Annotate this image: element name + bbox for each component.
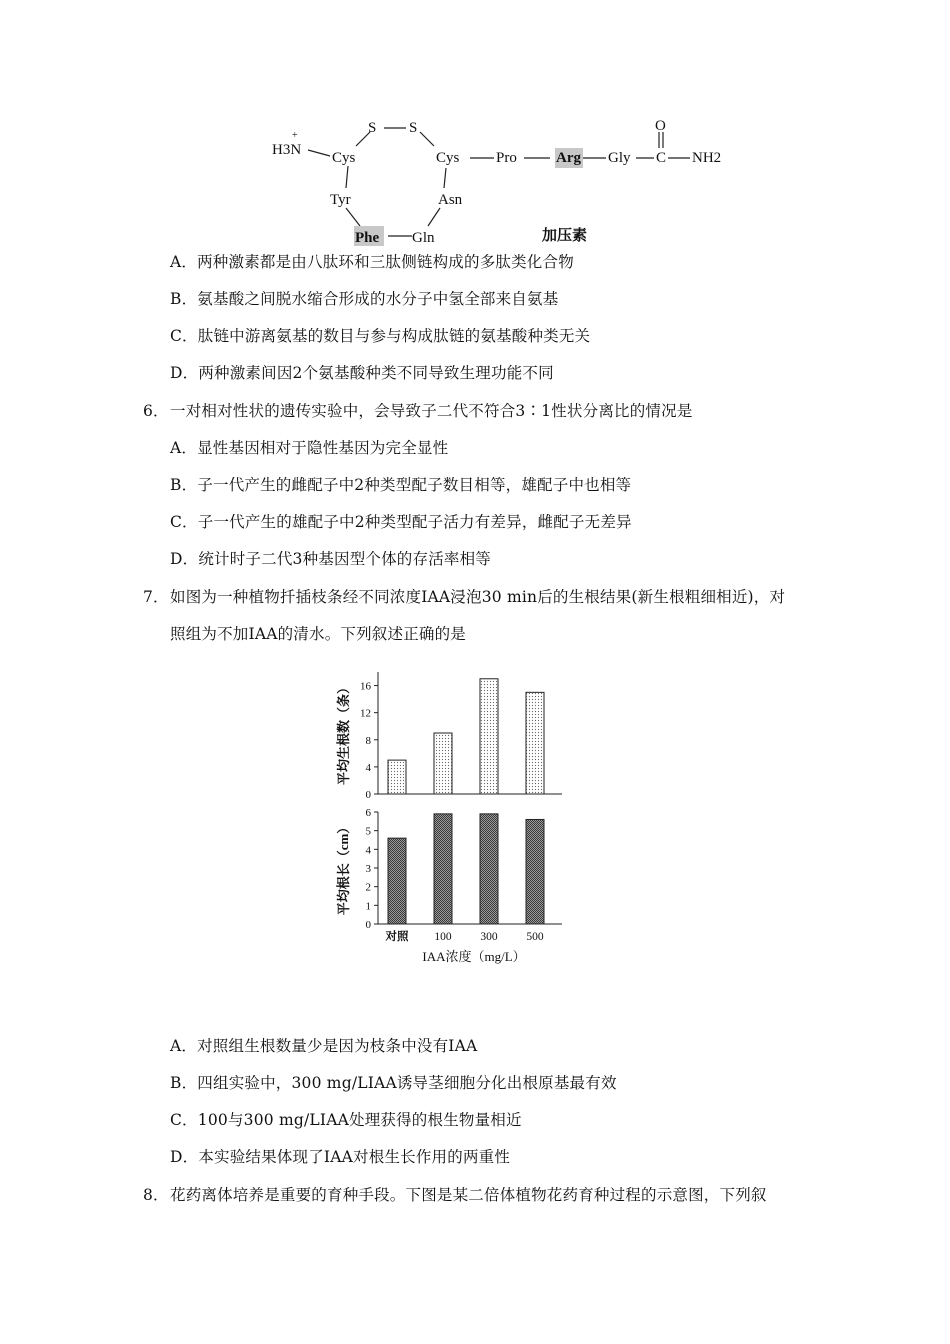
x-tick-label: 300 bbox=[480, 931, 498, 943]
y-tick-label: 3 bbox=[365, 863, 371, 875]
residue-cys-2: Cys bbox=[436, 150, 460, 166]
q7-number: 7． bbox=[143, 588, 169, 606]
residue-pro: Pro bbox=[496, 150, 517, 166]
vasopressin-structure bbox=[260, 112, 740, 248]
molecule-caption: 加压素 bbox=[542, 228, 588, 244]
bar-500 bbox=[526, 819, 544, 924]
q7-option-a: A．对照组生根数量少是因为枝条中没有IAA bbox=[170, 1037, 478, 1055]
q7-stem-line2: 照组为不加IAA的清水。下列叙述正确的是 bbox=[170, 625, 467, 643]
y-tick-label: 8 bbox=[365, 734, 371, 747]
q7-option-d: D．本实验结果体现了IAA对根生长作用的两重性 bbox=[170, 1148, 511, 1166]
y-tick-label: 16 bbox=[360, 680, 371, 693]
residue-asn: Asn bbox=[438, 192, 463, 208]
carbonyl-o: O bbox=[655, 118, 666, 134]
x-axis-label: IAA浓度（mg/L） bbox=[422, 949, 526, 964]
q7-option-b: B．四组实验中，300 mg/LIAA诱导茎细胞分化出根原基最有效 bbox=[170, 1074, 617, 1092]
q7-stem-line1: 如图为一种植物扦插枝条经不同浓度IAA浸泡30 min后的生根结果(新生根粗细相近)，对 bbox=[170, 588, 786, 606]
y-tick-label: 0 bbox=[365, 789, 371, 801]
residue-tyr: Tyr bbox=[330, 192, 351, 208]
bar-对照 bbox=[388, 760, 406, 794]
residue-arg: Arg bbox=[556, 150, 581, 166]
q6-number: 6． bbox=[143, 402, 169, 420]
q5-option-b: B．氨基酸之间脱水缩合形成的水分子中氢全部来自氨基 bbox=[170, 290, 559, 308]
carbonyl-c: C bbox=[656, 150, 667, 166]
q6-option-a: A．显性基因相对于隐性基因为完全显性 bbox=[170, 439, 449, 457]
x-tick-label: 500 bbox=[526, 931, 544, 943]
x-tick-label: 对照 bbox=[385, 931, 409, 943]
n-terminus: H3N bbox=[272, 142, 302, 158]
n-terminus-plus: + bbox=[292, 130, 298, 141]
q8-stem: 花药离体培养是重要的育种手段。下图是某二倍体植物花药育种过程的示意图，下列叙 bbox=[170, 1186, 767, 1204]
bar-300 bbox=[480, 679, 498, 794]
bar-500 bbox=[526, 692, 544, 794]
x-tick-label: 100 bbox=[434, 931, 452, 943]
amide-group: NH2 bbox=[692, 150, 722, 166]
q6-stem: 一对相对性状的遗传实验中，会导致子二代不符合3∶1性状分离比的情况是 bbox=[170, 402, 693, 420]
y-tick-label: 0 bbox=[365, 919, 371, 931]
y-tick-label: 6 bbox=[365, 807, 371, 819]
y-tick-label: 2 bbox=[365, 881, 371, 894]
q5-option-d: D．两种激素间因2个氨基酸种类不同导致生理功能不同 bbox=[170, 364, 554, 382]
q6-option-b: B．子一代产生的雌配子中2种类型配子数目相等，雄配子中也相等 bbox=[170, 476, 632, 494]
y-tick-label: 4 bbox=[365, 844, 371, 857]
y-tick-label: 5 bbox=[365, 825, 371, 838]
q8-number: 8． bbox=[143, 1186, 169, 1204]
residue-cys-1: Cys bbox=[332, 150, 356, 166]
y-tick-label: 1 bbox=[365, 900, 371, 913]
bar-对照 bbox=[388, 838, 406, 924]
q7-option-c: C．100与300 mg/LIAA处理获得的根生物量相近 bbox=[170, 1111, 522, 1129]
bar-100 bbox=[434, 733, 452, 794]
sulfur-2: S bbox=[409, 120, 418, 136]
sulfur-1: S bbox=[368, 120, 377, 136]
q6-option-c: C．子一代产生的雄配子中2种类型配子活力有差异，雌配子无差异 bbox=[170, 513, 632, 531]
residue-gln: Gln bbox=[412, 230, 435, 246]
y-axis-label: 平均根长（cm） bbox=[336, 820, 351, 916]
y-tick-label: 12 bbox=[360, 707, 371, 720]
y-tick-label: 4 bbox=[365, 761, 371, 774]
bar-300 bbox=[480, 814, 498, 924]
y-axis-label: 平均生根数（条） bbox=[336, 680, 351, 786]
residue-gly: Gly bbox=[608, 150, 631, 166]
residue-phe: Phe bbox=[355, 230, 380, 246]
q5-option-a: A．两种激素都是由八肽环和三肽侧链构成的多肽类化合物 bbox=[170, 253, 574, 271]
bar-100 bbox=[434, 814, 452, 924]
q5-option-c: C．肽链中游离氨基的数目与参与构成肽链的氨基酸种类无关 bbox=[170, 327, 591, 345]
q6-option-d: D．统计时子二代3种基因型个体的存活率相等 bbox=[170, 550, 491, 568]
iaa-rooting-charts bbox=[330, 662, 580, 972]
